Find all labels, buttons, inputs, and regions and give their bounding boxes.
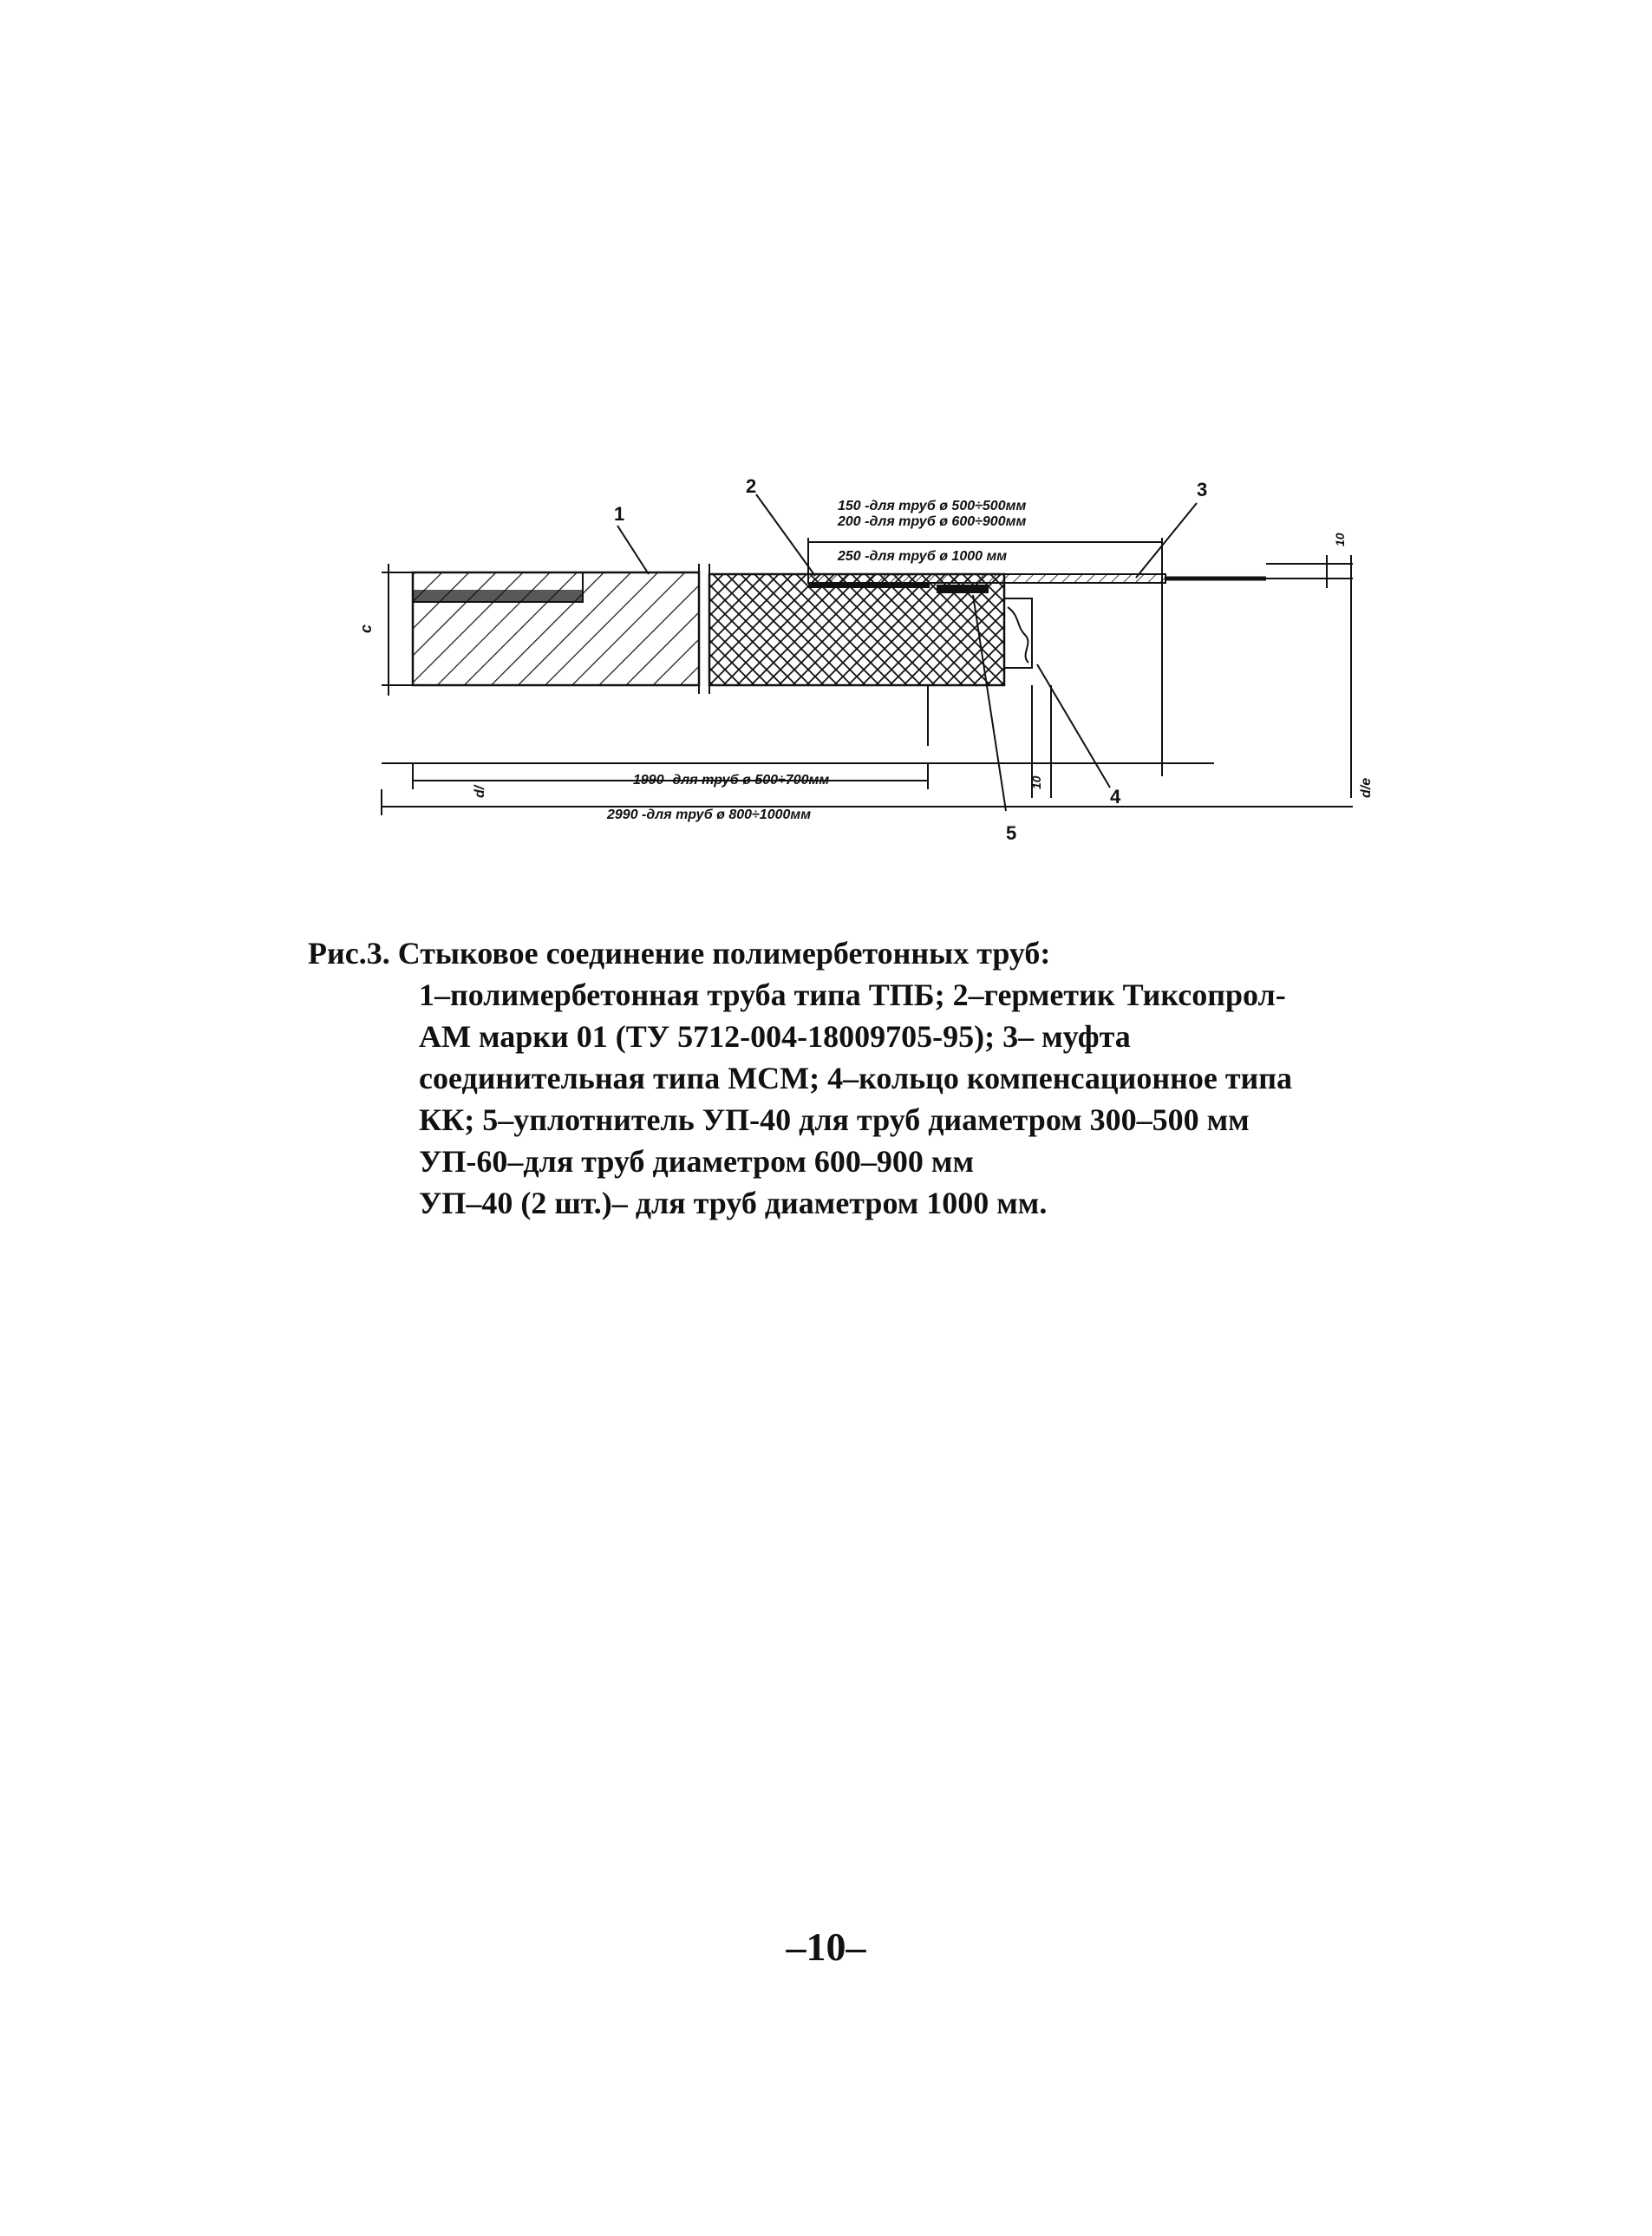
dimension-c-label: c: [357, 624, 375, 633]
dimension-gap-top-label: 10: [1333, 533, 1347, 546]
compensation-ring: [1004, 598, 1032, 668]
dimension-d-right-label: d/e: [1359, 777, 1374, 798]
figure-caption: [308, 932, 1392, 1224]
pipe-joint-drawing: [330, 468, 1388, 867]
caption-line: соединительная типа МСМ; 4–кольцо компенсационное типа: [419, 1061, 1293, 1095]
callout-3: 3: [1197, 479, 1208, 500]
annotation-top-3: 250 -для труб ø 1000 мм: [838, 549, 1008, 564]
callout-2: 2: [746, 475, 757, 497]
caption-line: УП–40 (2 шт.)– для труб диаметром 1000 мм.: [419, 1186, 1048, 1220]
caption-title: Рис.3. Стыковое соединение полимербетонных труб:: [308, 936, 1051, 971]
right-pipe-section: [709, 574, 1004, 746]
left-pipe-section: [413, 572, 699, 685]
annotation-bottom-2: 2990 -для труб ø 800÷1000мм: [607, 807, 812, 822]
annotation-top-1: 150 -для труб ø 500÷500мм: [838, 499, 1027, 513]
callout-4: 4: [1110, 786, 1121, 807]
annotation-top-2: 200 -для труб ø 600÷900мм: [838, 514, 1027, 529]
caption-line: АМ марки 01 (ТУ 5712-004-18009705-95); 3– муфта: [419, 1019, 1131, 1054]
callout-1: 1: [614, 503, 625, 525]
annotation-bottom-1: 1990 -для труб ø 500÷700мм: [633, 773, 830, 788]
caption-line: КК; 5–уплотнитель УП-40 для труб диаметром 300–500 мм: [419, 1102, 1250, 1137]
callout-5: 5: [1006, 822, 1017, 844]
coupling-sleeve: [808, 574, 1266, 588]
seal: [937, 585, 989, 593]
caption-line: УП-60–для труб диаметром 600–900 мм: [419, 1144, 974, 1179]
page-number: –10–: [786, 1925, 866, 1969]
dimension-gap-bottom-label: 10: [1029, 775, 1043, 789]
dimension-d-left-label: d/: [473, 785, 487, 798]
caption-line: 1–полимербетонная труба типа ТПБ; 2–герметик Тиксопрол-: [419, 977, 1286, 1012]
